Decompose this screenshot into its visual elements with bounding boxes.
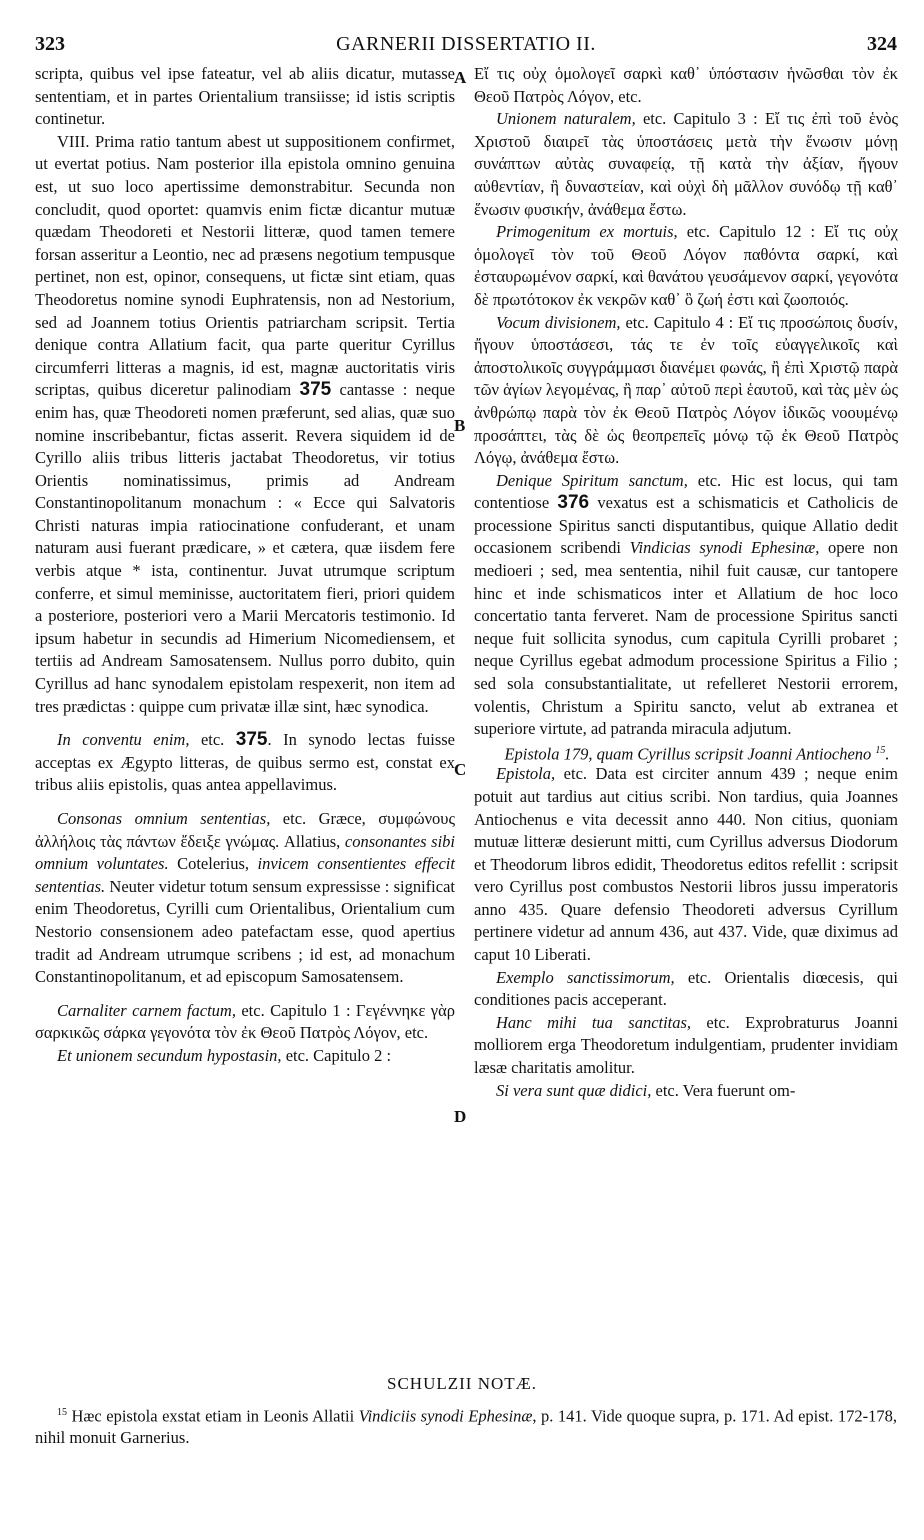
column-number: 376 — [557, 492, 590, 514]
paragraph-text: etc. Hic est locus, qui tam contentiose — [474, 470, 898, 513]
column-number: 375 — [299, 379, 332, 401]
paragraph-text: vexatus est a schismaticis et Catholicis de processione Spiritus sancti disputantibus, quique Allatio dedit occasionem scribendi — [474, 493, 899, 558]
paragraph — [474, 1080, 898, 1103]
lemma: Consonas omnium sententias, — [57, 809, 271, 828]
paragraph: scripta, quibus vel ipse fateatur, vel ab aliis dicatur, mutasse sententiam, et in partes Orientalium transiisse; id istis scriptis continetur. — [35, 64, 455, 129]
lemma: Carnaliter carnem factum, — [57, 1000, 236, 1020]
epistle-heading: Epistola 179, quam Cyrillus scripsit Joanni Antiocheno $^{15}$. — [504, 744, 890, 764]
paragraph — [35, 1000, 455, 1045]
paragraph-text: etc. Exprobraturus Joanni molliorem erga Theodoretum indulgentiam, prudenter invidiam læsæ charitatis amolitur. — [474, 1012, 898, 1078]
paragraph — [474, 221, 898, 311]
notes-title: SCHULZII NOTÆ. — [387, 1374, 537, 1393]
lemma: Si vera sunt quæ didici, — [496, 1080, 652, 1100]
margin-marker-a: A — [454, 68, 467, 87]
footnote — [35, 1402, 897, 1448]
lemma: Epistola, — [496, 764, 556, 784]
paragraph-text: . In synodo lectas fuisse acceptas ex Ægypto litteras, de quibus sermo est, constat ex tribus aliis epistolis, quas antea appellavimus. — [35, 730, 456, 795]
paragraph-text: etc. Capitulo 3 : Εἴ τις ἐπὶ τοῦ ἑνὸς Χριστοῦ διαιρεῖ τὰς ὑποστάσεις μετὰ τὴν ἕνωσιν μόνῃ συνάπτων αὐτὰς συναφείᾳ, τῇ κατὰ τὴν ἀξίαν, ἤγουν αὐθεντίαν, ἢ δυναστείαν, καὶ οὐχὶ δὴ μᾶλλον συνόδῳ τῇ καθ᾽ ἕνωσιν φυσικήν, ἀνάθεμα ἔστω. — [474, 109, 898, 219]
paragraph — [474, 1012, 898, 1080]
page-number-right: 324 — [867, 33, 897, 55]
footnote-text: Hæc epistola exstat etiam in Leonis Allatii — [67, 1406, 359, 1426]
paragraph-text: etc. Capitulo 1 : Γεγέννηκε γὰρ σαρκικῶς σάρκα γεγονότα τὸν ἐκ Θεοῦ Πατρὸς Λόγον, etc. — [35, 1000, 455, 1043]
paragraph — [474, 967, 898, 1012]
paragraph-text: cantasse : neque enim has, quæ Theodoreti nomen præferunt, sed alias, quæ suo nomine inscribebantur, fictas asserit. Revera siquidem id de Cyrillo aliis tribus litteris jactabat Theodoretus, vir totius Orientis nominatissimus, primis ad Andream Constantinopolitanum monachum : « Ecce qui Salvatoris Christi naturas impia ratiocinatione confuderant, et unam naturam ausi fuerant prædicare, » et cætera, quæ iisdem fere verbis atque * ista, continentur. Juvat utrumque scriptum conferre, et simul meminisse, auctoritatem fieri, priori quidem a posteriore, posteriori vero a Marii Mercatoris testimonio. Id ipsum habetur in secundis ad Himerium Nicomediensem, et tertiis ad Andream Samosatensem. Nullus porro dubito, quin Cyrillus ad hanc synodalem epistolam respexerit, non item ad tres prædictas : quippe cum privatæ illæ sint, hæc synodica. — [35, 380, 456, 716]
paragraph — [474, 312, 898, 470]
right-column — [474, 63, 898, 1102]
running-title: GARNERII DISSERTATIO II. — [336, 33, 596, 55]
italic-quote: consonantes sibi omnium voluntates. — [35, 831, 455, 874]
column-number: 375 — [235, 729, 268, 751]
margin-marker-d: D — [454, 1107, 467, 1126]
lemma: Hanc mihi tua sanctitas, — [496, 1012, 692, 1032]
paragraph-text: VIII. Prima ratio tantum abest ut suppositionem confirmet, ut evertat potius. Nam posterior illa epistola omnino genuina est, ut suo loco apertissime demonstrabitur. Secunda non concludit, quod oportet: quamvis enim fictæ dicantur mutuæ quædam Theodoreti et Nestorii litteræ, quod tamen temere forsan asseritur a Leontio, nec ad præsens negotium tempusque pertinet, non est, opinor, consequens, ut fictæ sint etiam, quas Theodoretus nomine synodi Euphratensis, non ad Nestorium, sed ad Joannem totius Orientis patriarcham scripsit. Tertia denique contra Allatium facit, qua parte queritur Cyrillus circumferri litteras a magnis, id est, magnæ auctoritatis viris scriptas, quibus diceretur palinodiam — [35, 131, 455, 400]
running-header — [35, 33, 897, 59]
paragraph — [474, 108, 898, 221]
paragraph-text: etc. Capitulo 4 : Εἴ τις προσώποις δυσίν, ἤγουν ὑποστάσεσι, τάς τε ἐν τοῖς εὐαγγελικοῖς καὶ ἀποστολικοῖς συγγράμμασι διανέμει φωνάς, ἢ ἐπὶ Χριστῷ παρὰ τῶν ἁγίων λεγομένας, ἢ παρ᾽ αὐτοῦ περὶ ἑαυτοῦ, καὶ τὰς μὲν ὡς ἀνθρώπῳ παρὰ τὸν ἐκ Θεοῦ Πατρὸς Λόγον ἰδικῶς νοουμένῳ προσάπτει, τὰς δὲ ὡς θεοπρεπεῖς μόνῳ τῷ ἐκ Θεοῦ Πατρὸς Λόγῳ, ἀνάθεμα ἔστω. — [474, 312, 898, 468]
margin-marker-c: C — [454, 760, 467, 779]
italic-title: Vindiciis synodi Ephesinæ — [358, 1406, 533, 1426]
paragraph-text: etc. Orientalis diœcesis, qui conditiones pacis acceperant. — [474, 967, 898, 1010]
paragraph — [474, 763, 898, 966]
paragraph-text: etc. Græce, συμφώνους ἀλλήλοις τὰς πάντων ἔδειξε γνώμας. Allatius, — [35, 809, 455, 851]
lemma: Primogenitum ex mortuis, — [496, 222, 678, 242]
margin-marker-b: B — [454, 416, 466, 435]
epistle-heading-text: Epistola 179, quam Cyrillus scripsit Joanni Antiocheno — [504, 744, 872, 764]
lemma: Unionem naturalem, — [496, 109, 636, 129]
italic-quote: invicem consentientes effecit sententias. — [35, 854, 455, 896]
paragraph — [35, 808, 455, 989]
lemma: Vocum divisionem, — [496, 312, 621, 332]
paragraph — [474, 470, 898, 741]
lemma: Exemplo sanctissimorum, — [496, 967, 675, 987]
footnote-text: , p. 141. Vide quoque supra, p. 171. Ad epist. 172-178, nihil monuit Garnerius. — [35, 1406, 897, 1447]
lemma: In conventu enim, — [57, 730, 190, 750]
paragraph: Εἴ τις οὐχ ὁμολογεῖ σαρκὶ καθ᾽ ὑπόστασιν ἡνῶσθαι τὸν ἐκ Θεοῦ Πατρὸς Λόγον, etc. — [474, 64, 898, 106]
paragraph-text: etc. Capitulo 2 : — [281, 1045, 392, 1065]
footnotes — [35, 1402, 897, 1448]
footnote-number: 15 — [57, 1407, 67, 1418]
paragraph-text: etc. Capitulo 12 : Εἴ τις οὐχ ὁμολογεῖ τὸν τοῦ Θεοῦ Λόγον παθόντα σαρκί, καὶ ἐσταυρωμένον σαρκί, καὶ θανάτου γευσάμενον σαρκί, γεγονότα δὲ πρωτότοκον ἐκ νεκρῶν καθ᾽ ὃ ζωή ἐστι καὶ ζωοποιός. — [474, 222, 899, 309]
paragraph-text: Cotelerius, — [168, 854, 250, 874]
footnote-ref: 15 — [875, 744, 886, 756]
italic-title: Vindicias synodi Ephesinæ, — [621, 538, 820, 558]
paragraph-text: etc. Data est circiter annum 439 ; neque enim potuit aut tardius aut citius scribi. Non tardius, quia Joannes Antiochenus e vita decessit anno 440. Non citius, quoniam mutuæ litteræ desierunt mitti, cum Cyrillus adversus Diodorum et Theodorum libros edidit, Theodoretus editos refellit : scripsit vero Cyrillus post combustos Nestorii libros jussu imperatoris anno 435. Quare defensio Theodoreti adversus Cyrillum pertinere videtur ad annum 436, aut 437. Vide, quæ diximus ad caput 10 Liberati. — [474, 764, 898, 965]
left-column — [35, 63, 455, 1068]
paragraph-text: Neuter videtur totum sensum expressisse : significat enim Theodoretus, Cyrilli cum Orientalibus, Orientalium cum Nestorio consensionem adeo patefactam esse, quod apertius tradit ad Andream utrumque scribens ; id est, ad monachum Constantinopolitanum, et ad episcopum Samosatensem. — [35, 876, 455, 987]
page-number-left: 323 — [35, 33, 65, 55]
paragraph — [35, 1045, 455, 1068]
paragraph-text: etc. Vera fuerunt om- — [651, 1080, 796, 1100]
paragraph — [35, 729, 455, 797]
paragraph-text: etc. — [189, 730, 225, 750]
lemma: Et unionem secundum hypostasin, — [57, 1045, 282, 1065]
paragraph — [35, 131, 455, 718]
paragraph-text: opere non medioeri ; sed, mea sententia, nihil fuit causæ, cur tantopere hinc et inde schismaticos inter et Allatium de hoc loco concertatio tanta ferveret. Nam de processione Spiritus sancti neque fuit sollicita synodus, cum capitula Cyrilli probaret ; neque Cyrillus egebat admodum processione Spiritus a Filio ; sed sola consubstantialitate, ut refelleret Nestorii errorem, volentis, Christum a Spiritu sancto, velut ab extranea et superiore virtute, ad patranda miracula adjutum. — [474, 538, 898, 739]
lemma: Denique Spiritum sanctum, — [496, 470, 688, 490]
